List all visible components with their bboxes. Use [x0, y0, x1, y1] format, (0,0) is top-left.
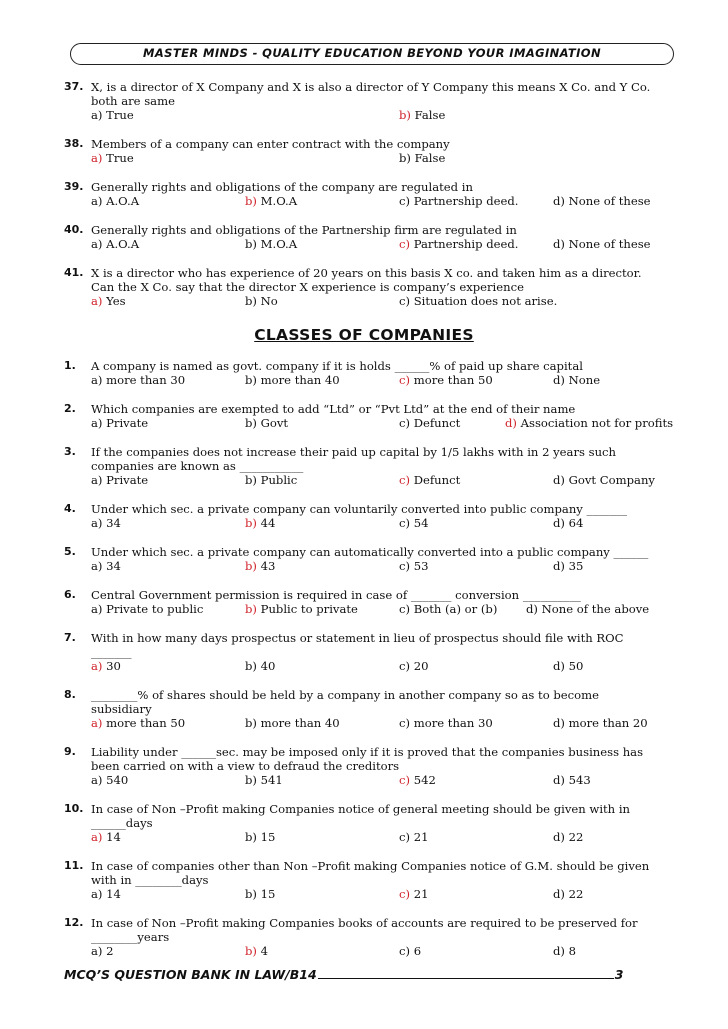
- option-letter: c): [399, 944, 411, 958]
- option-letter: a): [91, 473, 103, 487]
- option-text: No: [256, 294, 278, 308]
- question-text: X, is a director of X Company and X is also a director of Y Company this means X Co. and Y Co. both are same: [91, 80, 651, 108]
- options-row: [91, 830, 684, 844]
- answer-letter: b): [245, 944, 257, 958]
- option-text: 50: [564, 659, 584, 673]
- answer-letter: b): [399, 108, 411, 122]
- option-text: 20: [410, 659, 429, 673]
- question: [64, 588, 684, 616]
- option-letter: a): [91, 559, 103, 573]
- option: [245, 602, 358, 616]
- option-text: True: [102, 151, 134, 165]
- options-row: [91, 944, 684, 958]
- option-letter: c): [399, 294, 411, 308]
- option: [505, 416, 673, 430]
- option-letter: a): [91, 108, 103, 122]
- option-letter: b): [245, 773, 257, 787]
- option-letter: d): [553, 830, 565, 844]
- option-text: 540: [102, 773, 129, 787]
- option-text: 34: [102, 559, 121, 573]
- option-text: Private: [102, 416, 149, 430]
- option-text: 14: [102, 830, 121, 844]
- option: [245, 194, 297, 208]
- option-text: Partnership deed.: [410, 237, 519, 251]
- option: [245, 659, 275, 673]
- option-text: 21: [410, 830, 429, 844]
- option-text: more than 30: [102, 373, 186, 387]
- option-text: A.O.A: [102, 194, 140, 208]
- option-text: 53: [410, 559, 429, 573]
- option-letter: b): [245, 830, 257, 844]
- question: [64, 137, 684, 165]
- question: [64, 80, 684, 122]
- option: [91, 659, 121, 673]
- option-text: 64: [564, 516, 584, 530]
- answer-letter: c): [399, 373, 411, 387]
- options-row: [91, 716, 684, 730]
- section-title-text: CLASSES OF COMPANIES: [254, 326, 474, 344]
- option-text: 22: [564, 830, 584, 844]
- option-text: None of these: [564, 194, 651, 208]
- question-number: 1.: [64, 359, 76, 372]
- option: [91, 887, 121, 901]
- option-text: 8: [564, 944, 577, 958]
- option-letter: a): [91, 194, 103, 208]
- option-text: 4: [256, 944, 269, 958]
- option-text: 44: [256, 516, 276, 530]
- option: [399, 602, 497, 616]
- option: [245, 944, 268, 958]
- option-text: more than 30: [410, 716, 493, 730]
- question-text: With in how many days prospectus or statement in lieu of prospectus should file with ROC _______: [91, 631, 624, 659]
- option-text: 30: [102, 659, 121, 673]
- option-text: Partnership deed.: [410, 194, 519, 208]
- option-text: M.O.A: [256, 237, 298, 251]
- options-row: [91, 151, 684, 165]
- option: [399, 151, 445, 165]
- option: [245, 237, 297, 251]
- option: [553, 194, 651, 208]
- options-row: [91, 516, 684, 530]
- options-row: [91, 473, 684, 487]
- option-letter: d): [553, 373, 565, 387]
- option: [91, 294, 126, 308]
- option-letter: b): [245, 716, 257, 730]
- option-text: 22: [564, 887, 584, 901]
- question-text: Generally rights and obligations of the company are regulated in: [91, 180, 473, 194]
- question-number: 8.: [64, 688, 76, 701]
- question-number: 39.: [64, 180, 84, 193]
- question: [64, 916, 684, 958]
- option-text: Private to public: [102, 602, 204, 616]
- option: [399, 887, 428, 901]
- option-text: 40: [256, 659, 276, 673]
- option: [91, 108, 134, 122]
- answer-letter: b): [245, 516, 257, 530]
- option: [553, 716, 648, 730]
- question-text: If the companies does not increase their paid up capital by 1/5 lakhs with in 2 years such companies are known as ___________: [91, 445, 617, 473]
- question-text: Members of a company can enter contract with the company: [91, 137, 450, 151]
- question-number: 7.: [64, 631, 76, 644]
- question-text: Generally rights and obligations of the Partnership firm are regulated in: [91, 223, 517, 237]
- option-text: 54: [410, 516, 429, 530]
- question-number: 10.: [64, 802, 84, 815]
- question-number: 41.: [64, 266, 84, 279]
- option: [245, 716, 340, 730]
- option-letter: c): [399, 516, 411, 530]
- option-letter: c): [399, 830, 411, 844]
- question: [64, 359, 684, 387]
- option-text: Defunct: [410, 416, 461, 430]
- option: [553, 559, 583, 573]
- option-letter: d): [526, 602, 538, 616]
- option-letter: a): [91, 237, 103, 251]
- question-number: 2.: [64, 402, 76, 415]
- answer-letter: a): [91, 659, 103, 673]
- option: [553, 473, 655, 487]
- option: [91, 473, 148, 487]
- answer-letter: a): [91, 716, 103, 730]
- header-banner: [70, 43, 674, 65]
- option-text: A.O.A: [102, 237, 140, 251]
- option: [91, 516, 121, 530]
- option-text: False: [410, 108, 446, 122]
- option: [245, 516, 275, 530]
- option-text: 21: [410, 887, 429, 901]
- option-letter: b): [245, 473, 257, 487]
- option: [399, 373, 493, 387]
- option: [553, 659, 583, 673]
- option: [399, 294, 557, 308]
- option: [553, 944, 576, 958]
- option-letter: d): [553, 559, 565, 573]
- option: [245, 773, 283, 787]
- question-text: In case of companies other than Non –Profit making Companies notice of G.M. should be given with in ________days: [91, 859, 650, 887]
- option: [399, 516, 428, 530]
- option-text: 543: [564, 773, 591, 787]
- question: [64, 223, 684, 251]
- option-text: 2: [102, 944, 114, 958]
- option: [399, 473, 460, 487]
- options-row: [91, 237, 684, 251]
- section-title: [0, 325, 728, 344]
- answer-letter: a): [91, 294, 103, 308]
- option-text: Yes: [102, 294, 126, 308]
- option-text: True: [102, 108, 134, 122]
- question-text: A company is named as govt. company if it is holds ______% of paid up share capital: [91, 359, 583, 373]
- option-letter: b): [245, 887, 257, 901]
- options-row: [91, 108, 684, 122]
- question: [64, 266, 684, 308]
- option: [245, 473, 297, 487]
- option: [245, 373, 340, 387]
- question: [64, 545, 684, 573]
- option: [399, 559, 428, 573]
- answer-letter: b): [245, 194, 257, 208]
- question: [64, 802, 684, 844]
- option-text: 15: [256, 887, 276, 901]
- option: [91, 559, 121, 573]
- option-letter: a): [91, 516, 103, 530]
- question-number: 12.: [64, 916, 84, 929]
- option-letter: a): [91, 773, 103, 787]
- option-letter: c): [399, 416, 411, 430]
- question-text: ________% of shares should be held by a company in another company so as to become subsidiary: [91, 688, 599, 716]
- option-text: 542: [410, 773, 436, 787]
- options-row: [91, 602, 684, 616]
- question: [64, 688, 684, 730]
- option: [245, 294, 278, 308]
- option-letter: d): [553, 659, 565, 673]
- question: [64, 745, 684, 787]
- option-letter: d): [553, 944, 565, 958]
- option-text: False: [410, 151, 446, 165]
- option-letter: d): [553, 716, 565, 730]
- option-text: Both (a) or (b): [410, 602, 498, 616]
- option-text: Private: [102, 473, 149, 487]
- option-text: more than 50: [410, 373, 493, 387]
- option-text: Association not for profits: [516, 416, 674, 430]
- question: [64, 402, 684, 430]
- option: [399, 716, 493, 730]
- option-letter: c): [399, 602, 411, 616]
- option-letter: d): [553, 516, 565, 530]
- option-text: 6: [410, 944, 422, 958]
- option-letter: c): [399, 559, 411, 573]
- option-text: Defunct: [410, 473, 461, 487]
- question-text: Under which sec. a private company can voluntarily converted into public company _______: [91, 502, 628, 516]
- options-row: [91, 373, 684, 387]
- option-letter: d): [553, 473, 565, 487]
- option-text: more than 50: [102, 716, 186, 730]
- option: [91, 773, 128, 787]
- option: [399, 194, 518, 208]
- option-letter: d): [553, 887, 565, 901]
- footer-title: MCQ’S QUESTION BANK IN LAW/B14: [64, 967, 317, 982]
- question-number: 11.: [64, 859, 84, 872]
- question: [64, 445, 684, 487]
- option-letter: a): [91, 944, 103, 958]
- question-text: Central Government permission is required in case of _______ conversion __________: [91, 588, 581, 602]
- option: [91, 716, 185, 730]
- option-text: more than 40: [256, 373, 340, 387]
- option: [245, 830, 275, 844]
- option-text: more than 40: [256, 716, 340, 730]
- option: [399, 773, 436, 787]
- option: [553, 830, 583, 844]
- option: [245, 416, 288, 430]
- option: [399, 108, 445, 122]
- option-letter: a): [91, 416, 103, 430]
- options-row: [91, 294, 684, 308]
- option-text: Public to private: [256, 602, 358, 616]
- answer-letter: c): [399, 773, 411, 787]
- option: [91, 151, 134, 165]
- options-row: [91, 887, 684, 901]
- options-row: [91, 659, 684, 673]
- option: [91, 373, 185, 387]
- option-text: None of these: [564, 237, 651, 251]
- question-number: 5.: [64, 545, 76, 558]
- option-letter: b): [245, 659, 257, 673]
- options-row: [91, 773, 684, 787]
- option-letter: c): [399, 659, 411, 673]
- answer-letter: b): [245, 602, 257, 616]
- question-number: 9.: [64, 745, 76, 758]
- question: [64, 180, 684, 208]
- option-text: 34: [102, 516, 121, 530]
- option-text: None: [564, 373, 601, 387]
- option: [526, 602, 649, 616]
- answer-letter: c): [399, 237, 411, 251]
- option: [91, 830, 121, 844]
- option: [245, 559, 275, 573]
- option: [553, 373, 600, 387]
- option-letter: b): [245, 373, 257, 387]
- option: [399, 237, 518, 251]
- option-text: M.O.A: [256, 194, 298, 208]
- answer-letter: a): [91, 830, 103, 844]
- option: [399, 659, 428, 673]
- answer-letter: a): [91, 151, 103, 165]
- question-text: Under which sec. a private company can automatically converted into a public company ______: [91, 545, 649, 559]
- option-letter: c): [399, 194, 411, 208]
- question-text: In case of Non –Profit making Companies books of accounts are required to be preserved for ________years: [91, 916, 638, 944]
- question-text: In case of Non –Profit making Companies notice of general meeting should be given with in ______days: [91, 802, 631, 830]
- option-text: Govt: [256, 416, 289, 430]
- option-text: 43: [256, 559, 276, 573]
- option-text: Public: [256, 473, 298, 487]
- question: [64, 631, 684, 673]
- question-number: 38.: [64, 137, 84, 150]
- footer-rule: [318, 968, 614, 979]
- option: [553, 887, 583, 901]
- option-letter: a): [91, 373, 103, 387]
- option-letter: d): [553, 194, 565, 208]
- options-row: [91, 194, 684, 208]
- question-number: 6.: [64, 588, 76, 601]
- option-text: Govt Company: [564, 473, 655, 487]
- answer-letter: c): [399, 473, 411, 487]
- question-text: Liability under ______sec. may be imposed only if it is proved that the companies business has been carried on with a view to defraud the creditors: [91, 745, 644, 773]
- option-text: Situation does not arise.: [410, 294, 558, 308]
- question-text: X is a director who has experience of 20 years on this basis X co. and taken him as a director. Can the X Co. say that the director X experience is company’s experience: [91, 266, 642, 294]
- option-letter: d): [553, 237, 565, 251]
- option-text: 541: [256, 773, 283, 787]
- header-text: MASTER MINDS - QUALITY EDUCATION BEYOND YOUR IMAGINATION: [143, 46, 601, 60]
- question-number: 3.: [64, 445, 76, 458]
- option: [399, 830, 428, 844]
- option-text: 35: [564, 559, 584, 573]
- option: [399, 416, 460, 430]
- option: [245, 887, 275, 901]
- page-number: 3: [614, 967, 624, 982]
- option-letter: b): [399, 151, 411, 165]
- option: [91, 194, 139, 208]
- option: [399, 944, 421, 958]
- question-text: Which companies are exempted to add “Ltd” or “Pvt Ltd” at the end of their name: [91, 402, 576, 416]
- option-letter: b): [245, 416, 257, 430]
- option-letter: b): [245, 237, 257, 251]
- option-letter: a): [91, 602, 103, 616]
- option: [553, 773, 591, 787]
- answer-letter: c): [399, 887, 411, 901]
- option: [91, 602, 203, 616]
- question-number: 40.: [64, 223, 84, 236]
- option-text: None of the above: [537, 602, 650, 616]
- option-text: 14: [102, 887, 121, 901]
- question: [64, 502, 684, 530]
- option-letter: a): [91, 887, 103, 901]
- option-text: 15: [256, 830, 276, 844]
- option: [91, 237, 139, 251]
- answer-letter: b): [245, 559, 257, 573]
- option-letter: c): [399, 716, 411, 730]
- options-row: [91, 416, 684, 430]
- option: [553, 516, 583, 530]
- option: [91, 944, 114, 958]
- answer-letter: d): [505, 416, 517, 430]
- question-number: 37.: [64, 80, 84, 93]
- option-text: more than 20: [564, 716, 648, 730]
- option: [91, 416, 148, 430]
- question-number: 4.: [64, 502, 76, 515]
- option-letter: d): [553, 773, 565, 787]
- option-letter: b): [245, 294, 257, 308]
- options-row: [91, 559, 684, 573]
- option: [553, 237, 651, 251]
- question: [64, 859, 684, 901]
- footer: [64, 967, 623, 982]
